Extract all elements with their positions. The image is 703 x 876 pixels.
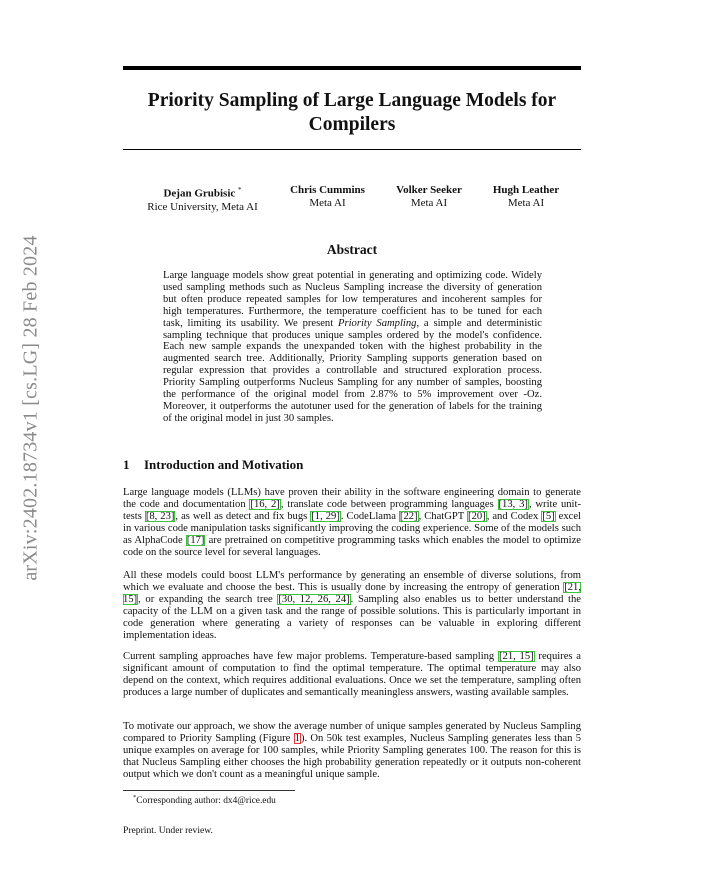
author-affiliation: Rice University, Meta AI <box>147 200 258 213</box>
corresponding-mark: * <box>238 186 242 194</box>
abstract-emphasis: Priority Sampling <box>338 317 417 329</box>
citation-link[interactable]: [17] <box>186 535 205 546</box>
abstract-text: , a simple and deterministic sampling technique that produces unique samples ordered by the model's confidence. Each new sample expands the unexpanded token with the highest probability in the augmented search tree. Additionally, Priority Sampling supports generation based on regular expression that provides a controllable and structured exploration process. Priority Sampling outperforms Nucleus Sampling for any number of samples, boosting the performance of the original model from 2.87% to 5% improvement over -Oz. Moreover, it outperforms the autotuner used for the generation of labels for the training of the original model in just 30 samples. <box>163 317 542 424</box>
abstract-text: Large language models show great potential in generating and optimizing code. Widely used sampling methods such as Nucleus Sampling increase the diversity of generation but often produce repeated samples for low temperatures and incoherent samples for high temperatures. Furthermore, the temperature coefficient has to be tuned for each task, limiting its usability. We present <box>163 270 542 329</box>
citation-link[interactable]: [16, 2] <box>250 499 280 510</box>
citation-link[interactable]: [22] <box>399 511 418 522</box>
title-bottom-rule <box>123 149 581 150</box>
section-title: Introduction and Motivation <box>144 457 304 472</box>
author-1 <box>140 184 265 214</box>
citation-link[interactable]: [20] <box>468 511 486 522</box>
author-affiliation: Meta AI <box>410 197 448 209</box>
abstract-heading: Abstract <box>326 242 378 257</box>
paragraph-text: requires a significant amount of computation to find the optimal temperature. The optimal temperature may also depend on the context, which requires additional evaluations. Once we set the temperature, sampling often produces a large number of duplicates and semantically meaningless answers, wasting available samples. <box>123 651 581 698</box>
paragraph-text: Large language models (LLMs) have proven their ability in the software engineering domain to generate the code and documentation <box>123 487 581 510</box>
title-top-rule <box>123 66 581 70</box>
citation-link[interactable]: [8, 23] <box>145 511 175 522</box>
figure-reference-link[interactable]: 1 <box>294 733 300 744</box>
citation-link[interactable]: [21, 15] <box>123 582 581 605</box>
paragraph-text: Current sampling approaches have few major problems. Temperature-based sampling <box>123 651 498 662</box>
paragraph-1 <box>123 487 581 559</box>
arxiv-stamp: arXiv:2402.18734v1 [cs.LG] 28 Feb 2024 <box>19 235 42 581</box>
paragraph-text: excel in various code manipulation tasks significantly improving the coding experience. Some of the models such as AlphaCode <box>123 511 581 546</box>
author-name: Volker Seeker <box>396 184 462 196</box>
footnote-rule <box>123 790 295 791</box>
author-block <box>0 184 703 214</box>
paragraph-text: , and Codex <box>486 511 542 522</box>
paragraph-text: . CodeLlama <box>340 511 399 522</box>
paper-title: Priority Sampling of Large Language Models for Compilers <box>147 90 557 135</box>
author-affiliation: Meta AI <box>309 197 346 209</box>
section-heading <box>123 457 581 473</box>
author-4 <box>483 184 569 210</box>
paragraph-text: , as well as detect and fix bugs <box>175 511 311 522</box>
footnote-mark: * <box>133 794 137 801</box>
paragraph-4 <box>123 721 581 781</box>
section-number: 1 <box>123 457 130 472</box>
citation-link[interactable]: [1, 29] <box>311 511 340 522</box>
paragraph-2 <box>123 570 581 642</box>
author-2 <box>280 184 375 210</box>
citation-link[interactable]: [5] <box>542 511 555 522</box>
paragraph-text: , or expanding the search tree <box>138 594 278 605</box>
citation-link[interactable]: [30, 12, 26, 24] <box>278 594 350 605</box>
paragraph-3 <box>123 651 581 699</box>
paragraph-text: , ChatGPT <box>418 511 468 522</box>
paragraph-text: are pretrained on competitive programming tasks which enables the model to optimize code on the source level for several languages. <box>123 535 581 558</box>
paragraph-text: . Sampling also enables us to better understand the capacity of the LLM on a given task and the range of possible solutions. This is particularly important in code generation where generating a variety of responses can be valuable in exploring different implementation ideas. <box>123 594 582 641</box>
preprint-notice: Preprint. Under review. <box>123 825 213 836</box>
author-name: Dejan Grubisic <box>163 187 236 200</box>
footnote <box>133 794 276 806</box>
author-name: Chris Cummins <box>290 184 365 196</box>
footnote-text: Corresponding author: dx4@rice.edu <box>136 796 276 807</box>
author-affiliation: Meta AI <box>507 197 545 209</box>
arxiv-sidebar <box>18 218 44 598</box>
paragraph-text: To motivate our approach, we show the average number of unique samples generated by Nucleus Sampling compared to Priority Sampling (Figure <box>123 721 581 744</box>
citation-link[interactable]: [13, 3] <box>498 499 528 510</box>
paragraph-text: ). On 50k test examples, Nucleus Sampling generates less than 5 unique examples on average for 100 samples, while Priority Sampling generates 100. The reason for this is that Nucleus Sampling either chooses the high probability generation repeatedly or it outputs non-coherent output which we don't count as a meaningful unique sample. <box>123 733 581 780</box>
citation-link[interactable]: [21, 15] <box>499 651 534 662</box>
paragraph-text: , translate code between programming languages <box>280 499 498 510</box>
author-name: Hugh Leather <box>492 184 560 196</box>
paragraph-text: , write unit-tests <box>123 499 581 522</box>
paragraph-text: All these models could boost LLM's performance by generating an ensemble of diverse solutions, from which we evaluate and choose the best. This is usually done by increasing the entropy of generation <box>123 570 581 593</box>
abstract-body <box>163 270 542 425</box>
author-3 <box>385 184 473 210</box>
